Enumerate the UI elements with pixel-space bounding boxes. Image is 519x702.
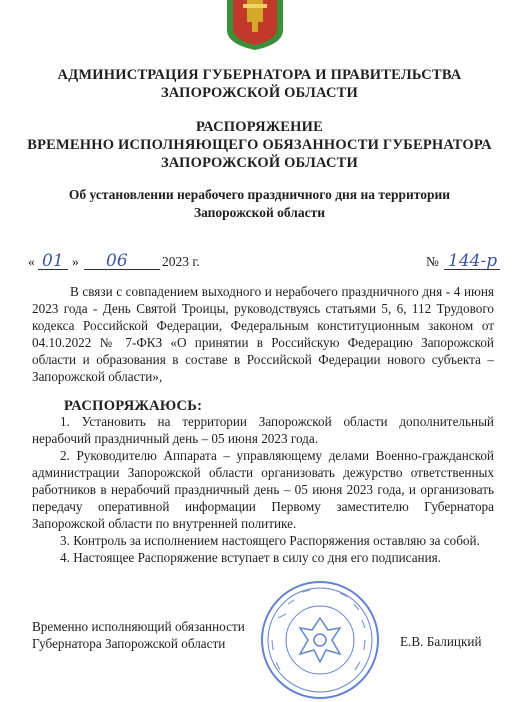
- date-year: 2023 г.: [162, 254, 200, 269]
- organization-header: [0, 66, 519, 102]
- document-type-line-2: ВРЕМЕННО ИСПОЛНЯЮЩЕГО ОБЯЗАННОСТИ ГУБЕРНАТОРА: [27, 137, 492, 153]
- official-seal-icon: [258, 578, 382, 702]
- order-heading: РАСПОРЯЖАЮСЬ:: [64, 398, 203, 414]
- coat-of-arms-icon: [219, 0, 291, 50]
- order-item-1: 1. Установить на территории Запорожской области дополнительный нерабочий праздничный день – 05 июня 2023 года.: [32, 414, 494, 446]
- document-subject: [0, 186, 519, 222]
- order-item-2: 2. Руководителю Аппарата – управляющему делами Военно-гражданской администрации Запорожской области организовать дежурство ответственных работников в нерабочий праздничный день – 05 июня 2023 года, и организовать передачу оперативной информации Первому заместителю Губернатора Запорожской области по внутренней политике.: [32, 448, 494, 531]
- signatory-title-line-1: Временно исполняющий обязанности: [32, 619, 245, 634]
- date-open-quote: «: [28, 254, 35, 269]
- subject-line-2: Запорожской области: [193, 205, 326, 220]
- order-item-3: 3. Контроль за исполнением настоящего Распоряжения оставляю за собой.: [60, 533, 480, 548]
- subject-line-1: Об установлении нерабочего праздничного дня на территории: [68, 187, 451, 202]
- number-label: №: [426, 254, 439, 269]
- organization-line-1: АДМИНИСТРАЦИЯ ГУБЕРНАТОРА И ПРАВИТЕЛЬСТВА: [57, 67, 462, 83]
- document-type-header: [0, 118, 519, 172]
- signatory-title: [32, 618, 245, 652]
- organization-line-2: ЗАПОРОЖСКОЙ ОБЛАСТИ: [160, 85, 359, 101]
- intro-paragraph: В связи с совпадением выходного и нерабочего праздничного дня - 4 июня 2023 года - День Святой Троицы, руководствуясь статьями 5, 6, 112 Трудового кодекса Российской Федерации, Федеральным конституционным законом от 04.10.2022 № 7-ФКЗ «О принятии в Российскую Федерацию Запорожской области и образования в составе в Российской Федерации нового субъекта – Запорожской области»,: [32, 284, 494, 384]
- date-close-quote: »: [72, 254, 79, 269]
- signatory-name: Е.В. Балицкий: [400, 634, 482, 649]
- document-type-line-3: ЗАПОРОЖСКОЙ ОБЛАСТИ: [160, 155, 359, 171]
- date-month: 06: [106, 251, 128, 271]
- date-number-line: [28, 250, 498, 274]
- document-number: 144-р: [448, 251, 498, 271]
- date-day: 01: [42, 251, 64, 271]
- document-type-line-1: РАСПОРЯЖЕНИЕ: [195, 119, 324, 135]
- order-items: [32, 413, 494, 566]
- order-item-4: 4. Настоящее Распоряжение вступает в силу со дня его подписания.: [60, 550, 442, 565]
- signatory-title-line-2: Губернатора Запорожской области: [32, 636, 226, 651]
